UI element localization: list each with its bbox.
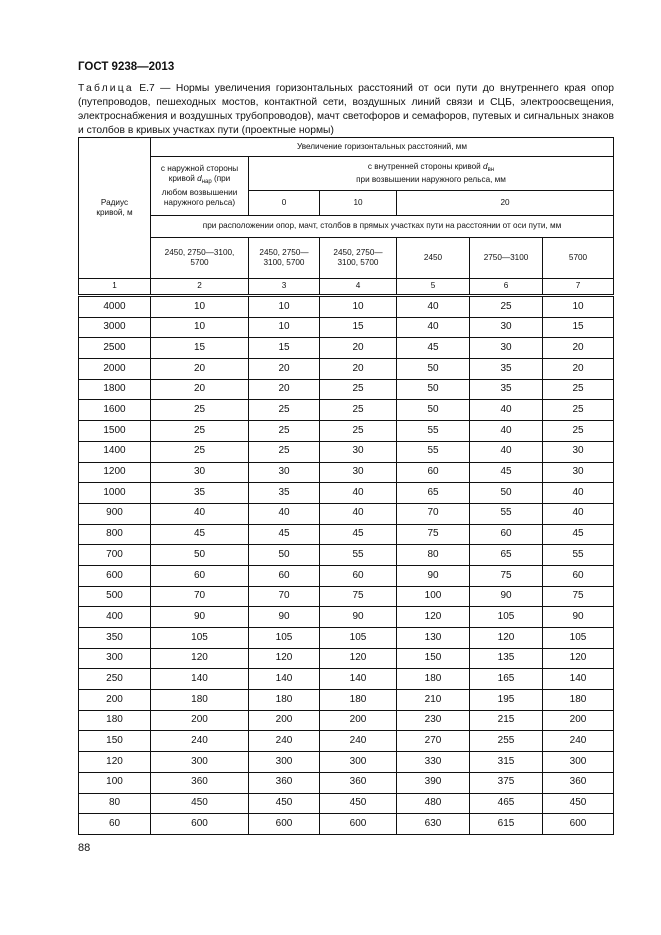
increase-header: Увеличение горизонтальных расстояний, мм xyxy=(151,138,614,157)
value-cell: 75 xyxy=(397,524,470,545)
value-cell: 75 xyxy=(320,586,397,607)
elevation-10: 10 xyxy=(320,191,397,216)
value-cell: 20 xyxy=(320,359,397,380)
value-cell: 315 xyxy=(470,752,543,773)
value-cell: 40 xyxy=(470,421,543,442)
column-number: 4 xyxy=(320,279,397,296)
value-cell: 270 xyxy=(397,731,470,752)
value-cell: 210 xyxy=(397,690,470,711)
value-cell: 90 xyxy=(543,607,614,628)
value-cell: 60 xyxy=(543,565,614,586)
value-cell: 50 xyxy=(151,545,249,566)
value-cell: 50 xyxy=(249,545,320,566)
value-cell: 70 xyxy=(397,503,470,524)
value-cell: 55 xyxy=(397,441,470,462)
value-cell: 55 xyxy=(470,503,543,524)
value-cell: 15 xyxy=(151,338,249,359)
value-cell: 65 xyxy=(397,483,470,504)
value-cell: 60 xyxy=(249,565,320,586)
value-cell: 25 xyxy=(249,421,320,442)
value-cell: 180 xyxy=(151,690,249,711)
elevation-0: 0 xyxy=(249,191,320,216)
outer-side-text: с наружной стороны кривой xyxy=(160,163,239,183)
value-cell: 450 xyxy=(151,793,249,814)
value-cell: 30 xyxy=(470,317,543,338)
column-number: 3 xyxy=(249,279,320,296)
value-cell: 20 xyxy=(320,338,397,359)
radius-cell: 1500 xyxy=(79,421,151,442)
value-cell: 230 xyxy=(397,710,470,731)
value-cell: 90 xyxy=(470,586,543,607)
value-cell: 60 xyxy=(320,565,397,586)
value-cell: 165 xyxy=(470,669,543,690)
table-row xyxy=(79,400,614,421)
value-cell: 140 xyxy=(249,669,320,690)
radius-cell: 600 xyxy=(79,565,151,586)
value-cell: 45 xyxy=(543,524,614,545)
value-cell: 480 xyxy=(397,793,470,814)
distance-header: 2450 xyxy=(397,238,470,279)
value-cell: 45 xyxy=(151,524,249,545)
value-cell: 20 xyxy=(151,359,249,380)
inner-side-text: с внутренней стороны кривой xyxy=(367,161,484,171)
inner-d-subscript: вн xyxy=(487,166,495,173)
value-cell: 55 xyxy=(397,421,470,442)
value-cell: 240 xyxy=(249,731,320,752)
column-number: 7 xyxy=(543,279,614,296)
value-cell: 35 xyxy=(151,483,249,504)
radius-cell: 200 xyxy=(79,690,151,711)
table-row xyxy=(79,441,614,462)
value-cell: 360 xyxy=(249,772,320,793)
table-row xyxy=(79,483,614,504)
radius-cell: 700 xyxy=(79,545,151,566)
radius-cell: 1800 xyxy=(79,379,151,400)
value-cell: 40 xyxy=(249,503,320,524)
value-cell: 600 xyxy=(151,814,249,835)
placement-header: при расположении опор, мачт, столбов в прямых участках пути на расстоянии от оси пути, мм xyxy=(151,216,614,238)
value-cell: 40 xyxy=(543,503,614,524)
inner-d-symbol: d xyxy=(483,161,488,171)
value-cell: 25 xyxy=(543,379,614,400)
table-row xyxy=(79,462,614,483)
value-cell: 180 xyxy=(397,669,470,690)
value-cell: 35 xyxy=(470,379,543,400)
table-row xyxy=(79,607,614,628)
value-cell: 10 xyxy=(249,317,320,338)
table-row xyxy=(79,752,614,773)
value-cell: 140 xyxy=(543,669,614,690)
value-cell: 55 xyxy=(320,545,397,566)
value-cell: 40 xyxy=(470,400,543,421)
value-cell: 25 xyxy=(543,421,614,442)
table-row xyxy=(79,628,614,649)
radius-cell: 350 xyxy=(79,628,151,649)
value-cell: 450 xyxy=(249,793,320,814)
value-cell: 390 xyxy=(397,772,470,793)
value-cell: 140 xyxy=(151,669,249,690)
value-cell: 195 xyxy=(470,690,543,711)
column-number: 2 xyxy=(151,279,249,296)
value-cell: 30 xyxy=(320,462,397,483)
value-cell: 30 xyxy=(543,441,614,462)
radius-cell: 100 xyxy=(79,772,151,793)
value-cell: 90 xyxy=(320,607,397,628)
value-cell: 120 xyxy=(320,648,397,669)
value-cell: 40 xyxy=(543,483,614,504)
value-cell: 100 xyxy=(397,586,470,607)
value-cell: 450 xyxy=(320,793,397,814)
table-row xyxy=(79,379,614,400)
value-cell: 30 xyxy=(320,441,397,462)
value-cell: 35 xyxy=(470,359,543,380)
table-row xyxy=(79,669,614,690)
radius-header: Радиус кривой, м xyxy=(79,138,151,279)
value-cell: 25 xyxy=(151,421,249,442)
table-row xyxy=(79,690,614,711)
value-cell: 150 xyxy=(397,648,470,669)
radius-cell: 1000 xyxy=(79,483,151,504)
value-cell: 50 xyxy=(397,379,470,400)
radius-cell: 180 xyxy=(79,710,151,731)
value-cell: 200 xyxy=(151,710,249,731)
table-row xyxy=(79,710,614,731)
radius-cell: 1400 xyxy=(79,441,151,462)
outer-d-symbol: d xyxy=(197,174,202,183)
value-cell: 120 xyxy=(249,648,320,669)
value-cell: 90 xyxy=(397,565,470,586)
value-cell: 50 xyxy=(470,483,543,504)
value-cell: 45 xyxy=(249,524,320,545)
column-number: 6 xyxy=(470,279,543,296)
value-cell: 240 xyxy=(543,731,614,752)
value-cell: 45 xyxy=(470,462,543,483)
value-cell: 45 xyxy=(320,524,397,545)
value-cell: 180 xyxy=(320,690,397,711)
table-row xyxy=(79,545,614,566)
table-row xyxy=(79,814,614,835)
value-cell: 140 xyxy=(320,669,397,690)
value-cell: 105 xyxy=(320,628,397,649)
distance-header: 2450, 2750—3100, 5700 xyxy=(320,238,397,279)
value-cell: 70 xyxy=(249,586,320,607)
value-cell: 30 xyxy=(151,462,249,483)
radius-cell: 60 xyxy=(79,814,151,835)
value-cell: 360 xyxy=(543,772,614,793)
radius-cell: 300 xyxy=(79,648,151,669)
value-cell: 255 xyxy=(470,731,543,752)
value-cell: 30 xyxy=(249,462,320,483)
value-cell: 10 xyxy=(151,296,249,318)
value-cell: 35 xyxy=(249,483,320,504)
table-label: Таблица xyxy=(78,83,134,94)
value-cell: 25 xyxy=(249,400,320,421)
radius-cell: 500 xyxy=(79,586,151,607)
value-cell: 55 xyxy=(543,545,614,566)
value-cell: 600 xyxy=(543,814,614,835)
value-cell: 65 xyxy=(470,545,543,566)
value-cell: 25 xyxy=(249,441,320,462)
value-cell: 600 xyxy=(249,814,320,835)
column-number: 5 xyxy=(397,279,470,296)
value-cell: 20 xyxy=(543,338,614,359)
value-cell: 25 xyxy=(320,421,397,442)
value-cell: 120 xyxy=(397,607,470,628)
radius-cell: 900 xyxy=(79,503,151,524)
value-cell: 25 xyxy=(543,400,614,421)
value-cell: 300 xyxy=(320,752,397,773)
radius-cell: 3000 xyxy=(79,317,151,338)
radius-cell: 800 xyxy=(79,524,151,545)
value-cell: 630 xyxy=(397,814,470,835)
table-row xyxy=(79,648,614,669)
radius-cell: 120 xyxy=(79,752,151,773)
value-cell: 300 xyxy=(151,752,249,773)
table-row xyxy=(79,503,614,524)
value-cell: 40 xyxy=(397,296,470,318)
value-cell: 360 xyxy=(151,772,249,793)
value-cell: 20 xyxy=(151,379,249,400)
value-cell: 25 xyxy=(151,400,249,421)
value-cell: 600 xyxy=(320,814,397,835)
value-cell: 40 xyxy=(320,483,397,504)
value-cell: 15 xyxy=(249,338,320,359)
value-cell: 70 xyxy=(151,586,249,607)
value-cell: 375 xyxy=(470,772,543,793)
value-cell: 300 xyxy=(249,752,320,773)
value-cell: 60 xyxy=(151,565,249,586)
value-cell: 40 xyxy=(470,441,543,462)
value-cell: 180 xyxy=(249,690,320,711)
value-cell: 60 xyxy=(397,462,470,483)
value-cell: 25 xyxy=(320,400,397,421)
value-cell: 105 xyxy=(249,628,320,649)
radius-cell: 400 xyxy=(79,607,151,628)
outer-side-header xyxy=(151,157,249,216)
value-cell: 25 xyxy=(470,296,543,318)
table-row xyxy=(79,317,614,338)
value-cell: 60 xyxy=(470,524,543,545)
value-cell: 105 xyxy=(543,628,614,649)
table-row xyxy=(79,296,614,318)
value-cell: 300 xyxy=(543,752,614,773)
inner-side-header xyxy=(249,157,614,191)
value-cell: 330 xyxy=(397,752,470,773)
value-cell: 120 xyxy=(151,648,249,669)
radius-cell: 1600 xyxy=(79,400,151,421)
value-cell: 40 xyxy=(320,503,397,524)
value-cell: 135 xyxy=(470,648,543,669)
value-cell: 15 xyxy=(543,317,614,338)
value-cell: 130 xyxy=(397,628,470,649)
inner-side-text-2: при возвышении наружного рельса, мм xyxy=(356,175,506,184)
value-cell: 20 xyxy=(249,359,320,380)
value-cell: 10 xyxy=(320,296,397,318)
value-cell: 120 xyxy=(543,648,614,669)
value-cell: 10 xyxy=(151,317,249,338)
radius-cell: 1200 xyxy=(79,462,151,483)
value-cell: 50 xyxy=(397,400,470,421)
table-body xyxy=(79,296,614,835)
table-row xyxy=(79,524,614,545)
table-row xyxy=(79,421,614,442)
radius-cell: 2000 xyxy=(79,359,151,380)
radius-cell: 80 xyxy=(79,793,151,814)
value-cell: 40 xyxy=(151,503,249,524)
value-cell: 240 xyxy=(320,731,397,752)
value-cell: 80 xyxy=(397,545,470,566)
table-row xyxy=(79,565,614,586)
value-cell: 105 xyxy=(151,628,249,649)
value-cell: 75 xyxy=(543,586,614,607)
radius-cell: 4000 xyxy=(79,296,151,318)
value-cell: 90 xyxy=(151,607,249,628)
table-row xyxy=(79,338,614,359)
value-cell: 25 xyxy=(320,379,397,400)
radius-cell: 2500 xyxy=(79,338,151,359)
value-cell: 450 xyxy=(543,793,614,814)
value-cell: 10 xyxy=(543,296,614,318)
value-cell: 360 xyxy=(320,772,397,793)
table-row xyxy=(79,731,614,752)
value-cell: 180 xyxy=(543,690,614,711)
table-caption-text: Е.7 — Нормы увеличения горизонтальных расстояний от оси пути до внутреннего края опор (путепроводов, пешеходных мостов, контактной сети, воздушных линий связи и СЦБ, электроосвещения, электроснабжения и воздушных трубопроводов), мачт светофоров и семафоров, путевых и сигнальных знаков и столбов в кривых участках пути (проектные нормы) xyxy=(78,83,614,136)
value-cell: 200 xyxy=(543,710,614,731)
value-cell: 200 xyxy=(320,710,397,731)
value-cell: 615 xyxy=(470,814,543,835)
value-cell: 20 xyxy=(249,379,320,400)
value-cell: 45 xyxy=(397,338,470,359)
distance-header: 2450, 2750—3100, 5700 xyxy=(249,238,320,279)
table-row xyxy=(79,772,614,793)
table-caption xyxy=(78,82,614,138)
value-cell: 105 xyxy=(470,607,543,628)
value-cell: 90 xyxy=(249,607,320,628)
outer-d-subscript: нар xyxy=(201,179,212,185)
document-header: ГОСТ 9238—2013 xyxy=(78,61,175,73)
value-cell: 15 xyxy=(320,317,397,338)
distance-header: 2450, 2750—3100, 5700 xyxy=(151,238,249,279)
distance-header: 5700 xyxy=(543,238,614,279)
value-cell: 215 xyxy=(470,710,543,731)
table-row xyxy=(79,359,614,380)
table-row xyxy=(79,586,614,607)
distance-header: 2750—3100 xyxy=(470,238,543,279)
value-cell: 120 xyxy=(470,628,543,649)
elevation-20: 20 xyxy=(397,191,614,216)
value-cell: 465 xyxy=(470,793,543,814)
value-cell: 200 xyxy=(249,710,320,731)
value-cell: 25 xyxy=(151,441,249,462)
value-cell: 50 xyxy=(397,359,470,380)
outer-side-text-2: (при любом возвышении наружного рельса) xyxy=(161,174,238,207)
value-cell: 10 xyxy=(249,296,320,318)
clearance-table xyxy=(78,137,614,835)
value-cell: 30 xyxy=(470,338,543,359)
value-cell: 40 xyxy=(397,317,470,338)
value-cell: 20 xyxy=(543,359,614,380)
radius-cell: 150 xyxy=(79,731,151,752)
table-row xyxy=(79,793,614,814)
radius-cell: 250 xyxy=(79,669,151,690)
value-cell: 75 xyxy=(470,565,543,586)
value-cell: 30 xyxy=(543,462,614,483)
column-number: 1 xyxy=(79,279,151,296)
page-number: 88 xyxy=(78,842,91,854)
value-cell: 240 xyxy=(151,731,249,752)
